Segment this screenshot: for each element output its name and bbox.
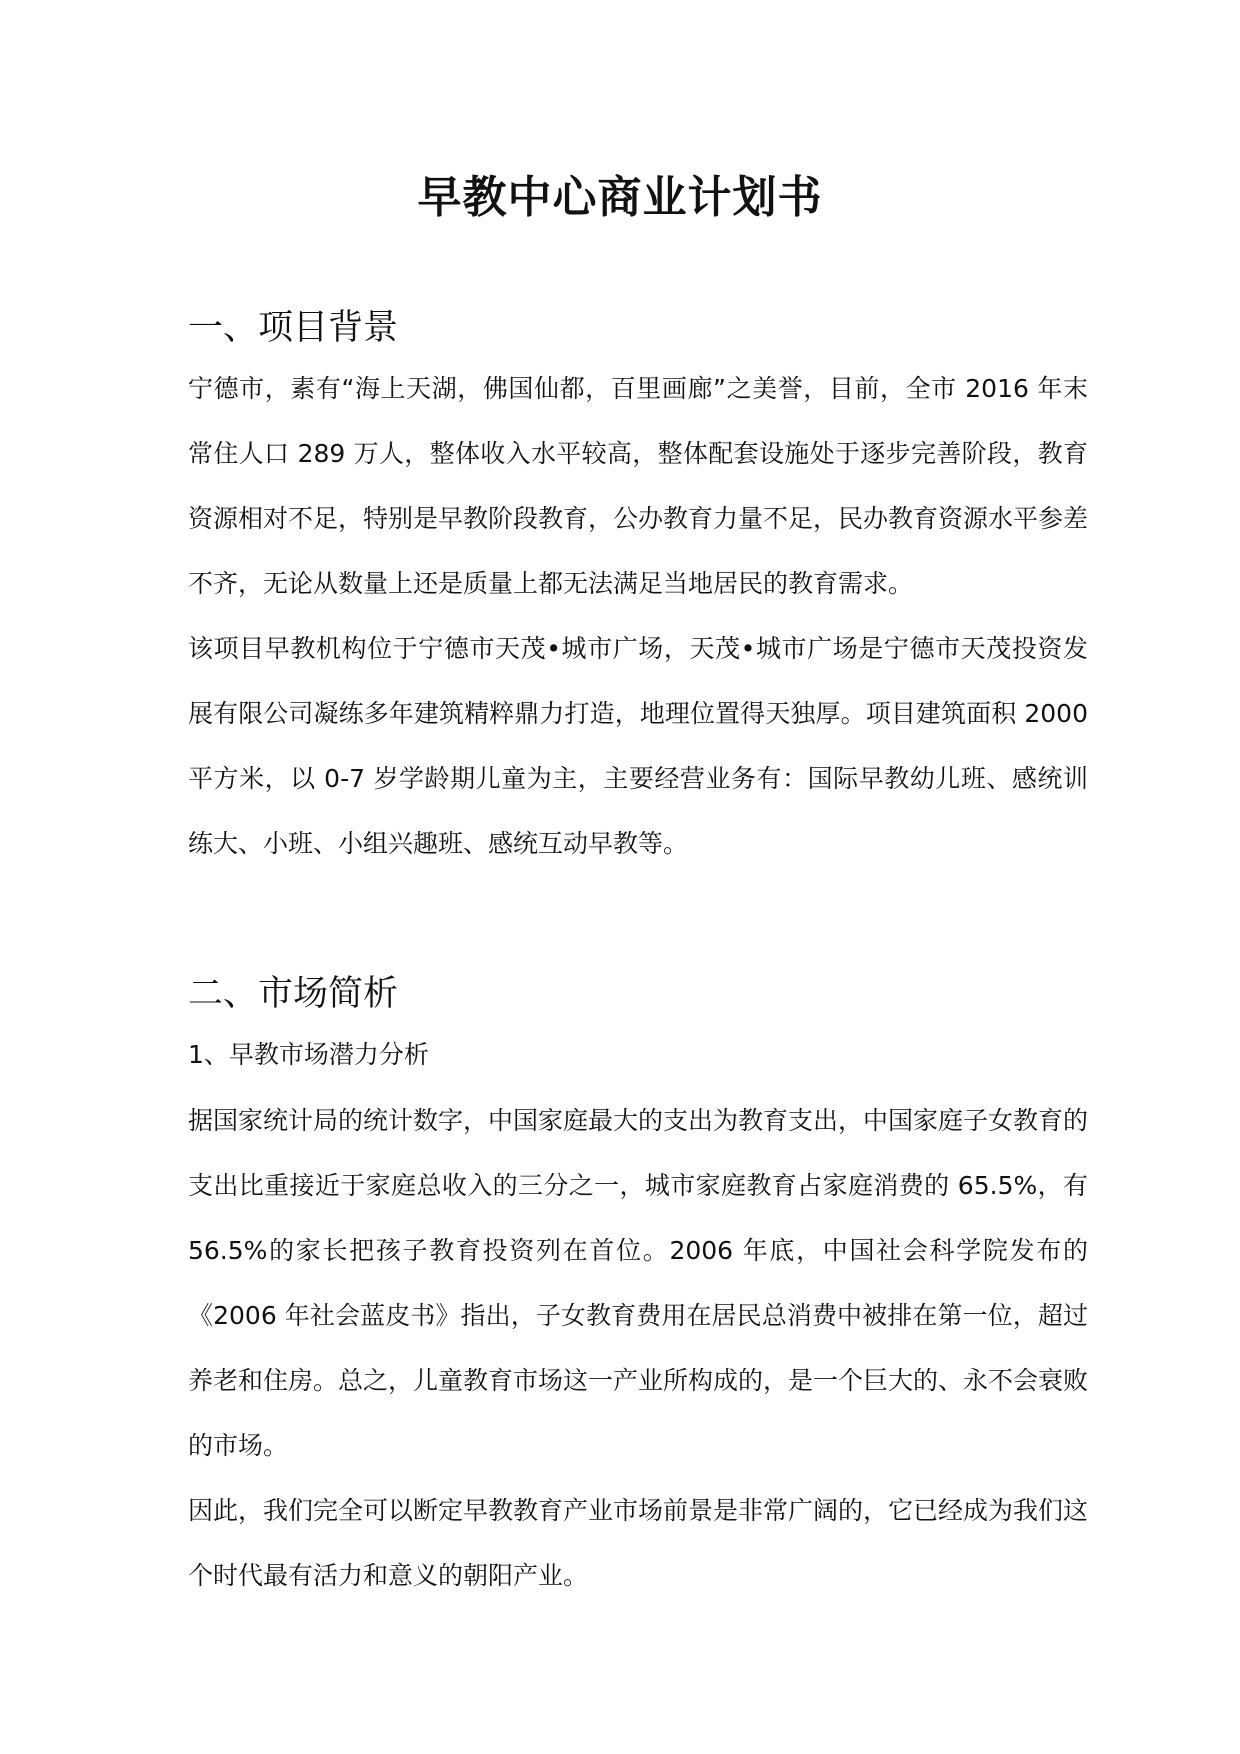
paragraph: 据国家统计局的统计数字，中国家庭最大的支出为教育支出，中国家庭子女教育的支出比重接近于家庭总收入的三分之一，城市家庭教育占家庭消费的 65.5%，有 56.5%的家长把孩子教育投资列在首位。2006 年底，中国社会科学院发布的《2006 年社会蓝皮书》指出，子女教育费用在居民总消费中被排在第一位，超过养老和住房。总之，儿童教育市场这一产业所构成的，是一个巨大的、永不会衰败的市场。 [188,1106,1089,1460]
section-spacer [188,876,1088,966]
section-heading: 二、市场简析 [188,974,399,1014]
paragraph: 该项目早教机构位于宁德市天茂•城市广场，天茂•城市广场是宁德市天茂投资发展有限公司凝练多年建筑精粹鼎力打造，地理位置得天独厚。项目建筑面积 2000 平方米，以 0-7 岁学龄期儿童为主，主要经营业务有：国际早教幼儿班、感统训练大、小班、小组兴趣班、感统互动早教等。 [188,634,1088,858]
section-market-analysis [188,966,1088,1608]
section-heading: 一、项目背景 [188,308,399,348]
paragraph: 因此，我们完全可以断定早教教育产业市场前景是非常广阔的，它已经成为我们这个时代最有活力和意义的朝阳产业。 [188,1496,1089,1590]
paragraph: 宁德市，素有“海上天湖，佛国仙都，百里画廊”之美誉，目前，全市 2016 年末常住人口 289 万人，整体收入水平较高，整体配套设施处于逐步完善阶段，教育资源相对不足，特别是早教阶段教育，公办教育力量不足，民办教育资源水平参差不齐，无论从数量上还是质量上都无法满足当地居民的教育需求。 [188,374,1089,598]
document-body [188,300,1088,1608]
subsection-heading: 1、早教市场潜力分析 [188,1040,429,1069]
section-project-background [188,300,1088,876]
document-title: 早教中心商业计划书 [417,172,823,223]
